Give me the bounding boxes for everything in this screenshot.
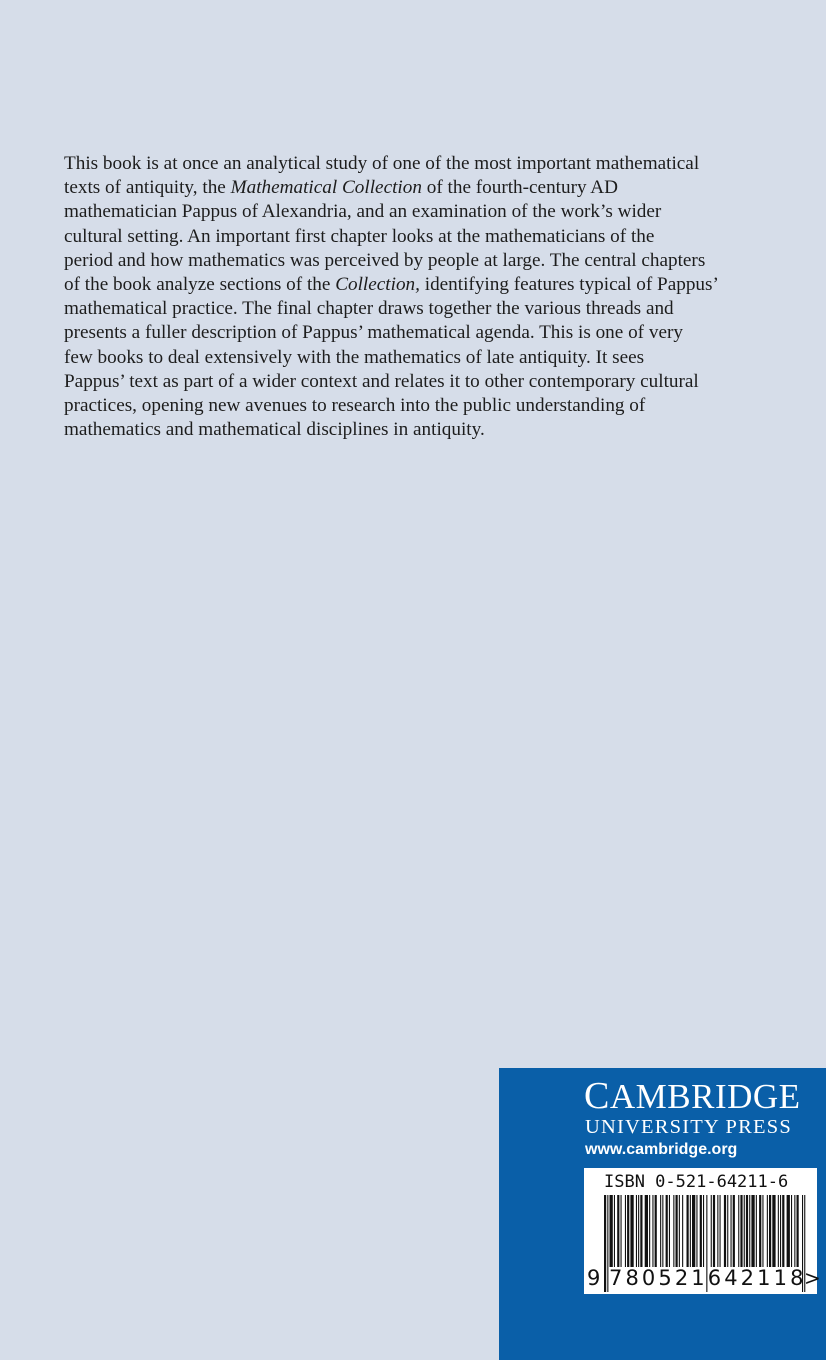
- barcode-bar: [772, 1195, 775, 1267]
- barcode-bar: [756, 1195, 757, 1267]
- ean-arrow: >: [804, 1266, 821, 1290]
- barcode-bar: [703, 1195, 704, 1267]
- description-line: Pappus’ text as part of a wider context and relates it to other contemporary cultural: [64, 370, 699, 392]
- barcode-bar: [649, 1195, 650, 1267]
- book-title-italic: Mathematical Collection: [230, 177, 422, 199]
- isbn-barcode: [584, 1168, 821, 1294]
- description-line: period and how mathematics was perceived by people at large. The central chapters: [64, 249, 706, 271]
- description-line: practices, opening new avenues to research into the public understanding of: [64, 395, 646, 417]
- barcode-bar: [759, 1195, 761, 1267]
- barcode-bar: [780, 1195, 781, 1267]
- description-line: mathematics and mathematical disciplines in antiquity.: [64, 419, 485, 441]
- barcode-bar: [717, 1195, 718, 1267]
- barcode-bar: [604, 1195, 606, 1292]
- barcode-bar: [662, 1195, 663, 1267]
- barcode-bar: [676, 1195, 678, 1267]
- publisher-name: CAMBRIDGE: [584, 1075, 801, 1117]
- isbn-number: ISBN 0-521-64211-6: [604, 1172, 789, 1192]
- ean-digits: 780521642118: [609, 1266, 807, 1290]
- barcode-bar: [749, 1195, 750, 1267]
- barcode-bar: [617, 1195, 619, 1267]
- barcode-bar: [733, 1195, 735, 1267]
- barcode-bar: [679, 1195, 680, 1267]
- barcode-bar: [746, 1195, 748, 1267]
- description-line: mathematician Pappus of Alexandria, and an examination of the work’s wider: [64, 201, 662, 223]
- book-title-italic: Collection,: [335, 274, 420, 296]
- barcode-bar: [690, 1195, 691, 1267]
- barcode-bar: [797, 1195, 799, 1267]
- barcode-bar: [625, 1195, 626, 1267]
- barcode-bar: [724, 1195, 726, 1267]
- barcode-bar: [610, 1195, 613, 1267]
- ean-first-digit: 9: [587, 1266, 601, 1290]
- barcode-bar: [767, 1195, 768, 1267]
- barcode-bar: [655, 1195, 657, 1267]
- description-line: few books to deal extensively with the mathematics of late antiquity. It sees: [64, 346, 645, 368]
- barcode-bar: [669, 1195, 670, 1267]
- barcode-bar: [645, 1195, 648, 1267]
- barcode-bar: [762, 1195, 763, 1267]
- barcode-bar: [731, 1195, 732, 1267]
- barcode-bar: [692, 1195, 695, 1267]
- barcode-bar: [621, 1195, 622, 1267]
- barcode-bar: [751, 1195, 754, 1267]
- description-line: This book is at once an analytical study of one of the most important mathematical: [64, 153, 700, 174]
- barcode-bar: [638, 1195, 639, 1267]
- barcode-bar: [787, 1195, 790, 1267]
- barcode-bar: [791, 1195, 792, 1267]
- barcode-bar: [744, 1195, 745, 1267]
- barcode-bar: [769, 1195, 771, 1267]
- barcode-bar: [720, 1195, 721, 1267]
- description-line: presents a fuller description of Pappus’ mathematical agenda. This is one of very: [64, 322, 683, 344]
- barcode-bar: [682, 1195, 683, 1267]
- description-line: texts of antiquity, the Mathematical Collection of the fourth-century AD: [64, 177, 619, 199]
- description-line: mathematical practice. The final chapter draws together the various threads and: [64, 298, 674, 320]
- barcode-bar: [700, 1195, 702, 1267]
- publisher-url: www.cambridge.org: [585, 1141, 738, 1158]
- barcode-bar: [652, 1195, 653, 1267]
- barcode-bar: [614, 1195, 615, 1267]
- barcode-bar: [711, 1195, 712, 1267]
- barcode-bar: [794, 1195, 795, 1267]
- publisher-block: [499, 1068, 826, 1360]
- barcode-bar: [640, 1195, 642, 1267]
- barcode-bar: [630, 1195, 633, 1267]
- barcode-bar: [740, 1195, 742, 1267]
- description-line: cultural setting. An important first chapter looks at the mathematicians of the: [64, 225, 655, 247]
- publisher-press: UNIVERSITY PRESS: [585, 1116, 792, 1138]
- barcode-bar: [627, 1195, 629, 1267]
- barcode-bar: [673, 1195, 674, 1267]
- barcode-bar: [660, 1195, 661, 1267]
- barcode-bar: [636, 1195, 637, 1267]
- barcode-bar: [738, 1195, 739, 1267]
- back-cover-description: [64, 152, 764, 442]
- barcode-bar: [666, 1195, 668, 1267]
- description-line: of the book analyze sections of the Collection, identifying features typical of Pappus’: [64, 274, 719, 296]
- barcode-bar: [727, 1195, 728, 1267]
- barcode-bar: [696, 1195, 697, 1267]
- barcode-bar: [713, 1195, 715, 1267]
- barcode-bar: [687, 1195, 689, 1267]
- barcode-bar: [778, 1195, 779, 1267]
- barcode-bar: [782, 1195, 784, 1267]
